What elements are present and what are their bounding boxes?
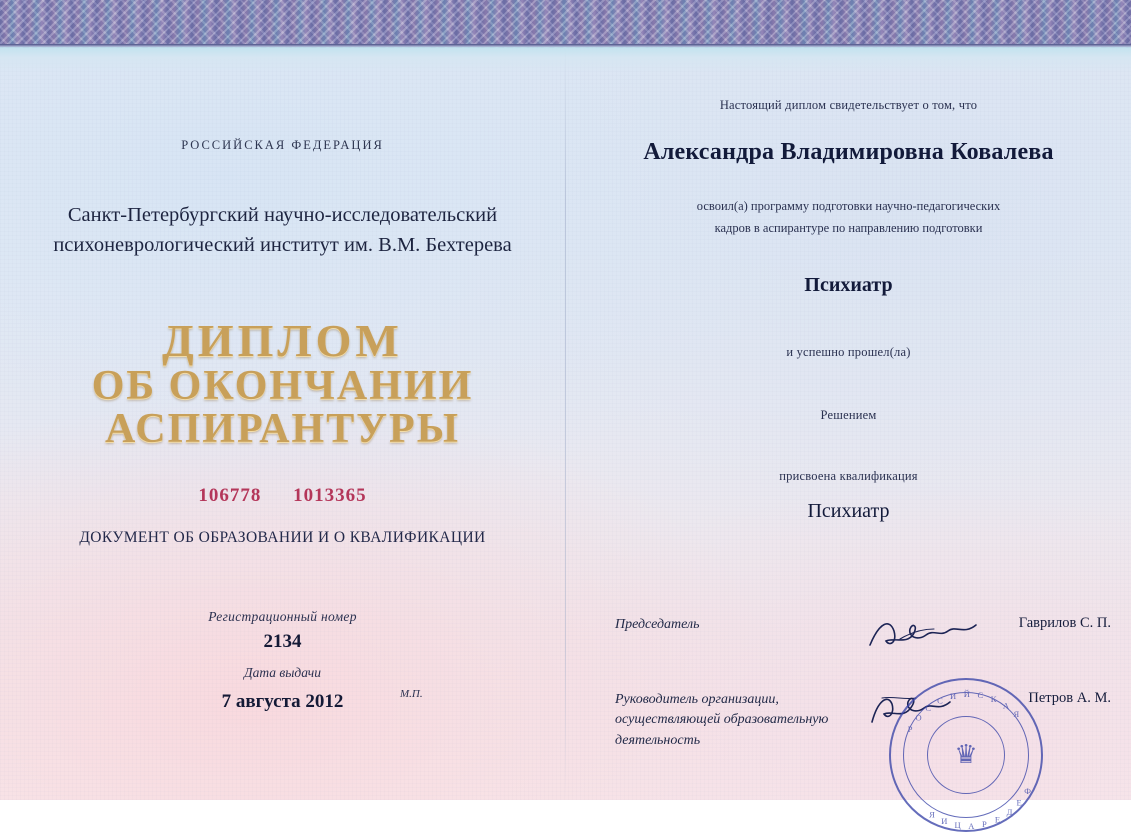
signature-role-head <box>615 690 855 751</box>
program-name: Психиатр <box>804 273 893 296</box>
signature-icon <box>864 615 984 655</box>
eagle-icon: ♛ <box>954 740 978 769</box>
program-description <box>566 196 1131 240</box>
right-page <box>566 70 1131 800</box>
holder-name: Александра Владимировна Ковалева <box>643 139 1054 165</box>
qualification-value: Психиатр <box>807 499 890 522</box>
registration-number: 2134 <box>263 631 302 652</box>
diploma-title-line-1: ДИПЛОМ <box>162 315 403 367</box>
serial-right: 1013365 <box>293 485 367 506</box>
seal-note: М.П. <box>400 688 423 700</box>
signature-role-head-line-2: осуществляющей образовательную <box>615 712 829 728</box>
diploma-title <box>0 315 565 453</box>
official-stamp <box>889 678 1043 832</box>
signature-mark-chairman <box>864 615 984 655</box>
registration-label: Регистрационный номер <box>208 609 357 624</box>
institution-name <box>23 201 543 260</box>
left-page <box>0 70 565 800</box>
document-kind-label: ДОКУМЕНТ ОБ ОБРАЗОВАНИИ И О КВАЛИФИКАЦИИ <box>79 529 486 546</box>
serial-numbers <box>0 485 565 507</box>
signature-name-head: Петров А. М. <box>1028 690 1111 706</box>
diploma-title-line-3: АСПИРАНТУРЫ <box>105 406 460 453</box>
issue-date-label: Дата выдачи <box>244 665 321 680</box>
federation-label: РОССИЙСКАЯ ФЕДЕРАЦИЯ <box>181 138 384 152</box>
signature-role-chairman: Председатель <box>615 617 700 632</box>
program-line-1: освоил(а) программу подготовки научно-педагогических <box>696 199 1001 213</box>
institution-line-2: психоневрологический институт им. В.М. Бехтерева <box>53 233 512 256</box>
serial-left: 106778 <box>198 485 262 506</box>
ornamental-top-band <box>0 0 1131 48</box>
signature-name-chairman: Гаврилов С. П. <box>1018 615 1111 631</box>
signature-role-head-line-1: Руководитель организации, <box>615 692 779 707</box>
institution-line-1: Санкт-Петербургский научно-исследовательский <box>67 204 498 226</box>
stamp-outer-text: Р О С С И Й С К А Я Ф Е Д Е Р А Ц И Я <box>907 689 1032 831</box>
diploma-title-line-2: ОБ ОКОНЧАНИИ <box>91 363 474 410</box>
issue-date-value: 7 августа 2012 <box>221 691 344 712</box>
signature-role-head-line-3: деятельность <box>615 732 701 748</box>
decision-text: Решением <box>820 407 877 422</box>
passed-text: и успешно прошел(ла) <box>786 344 911 359</box>
certify-intro: Настоящий диплом свидетельствует о том, что <box>719 98 978 112</box>
program-line-2: кадров в аспирантуре по направлению подготовки <box>714 220 983 235</box>
assigned-qualification-label: присвоена квалификация <box>779 468 918 483</box>
